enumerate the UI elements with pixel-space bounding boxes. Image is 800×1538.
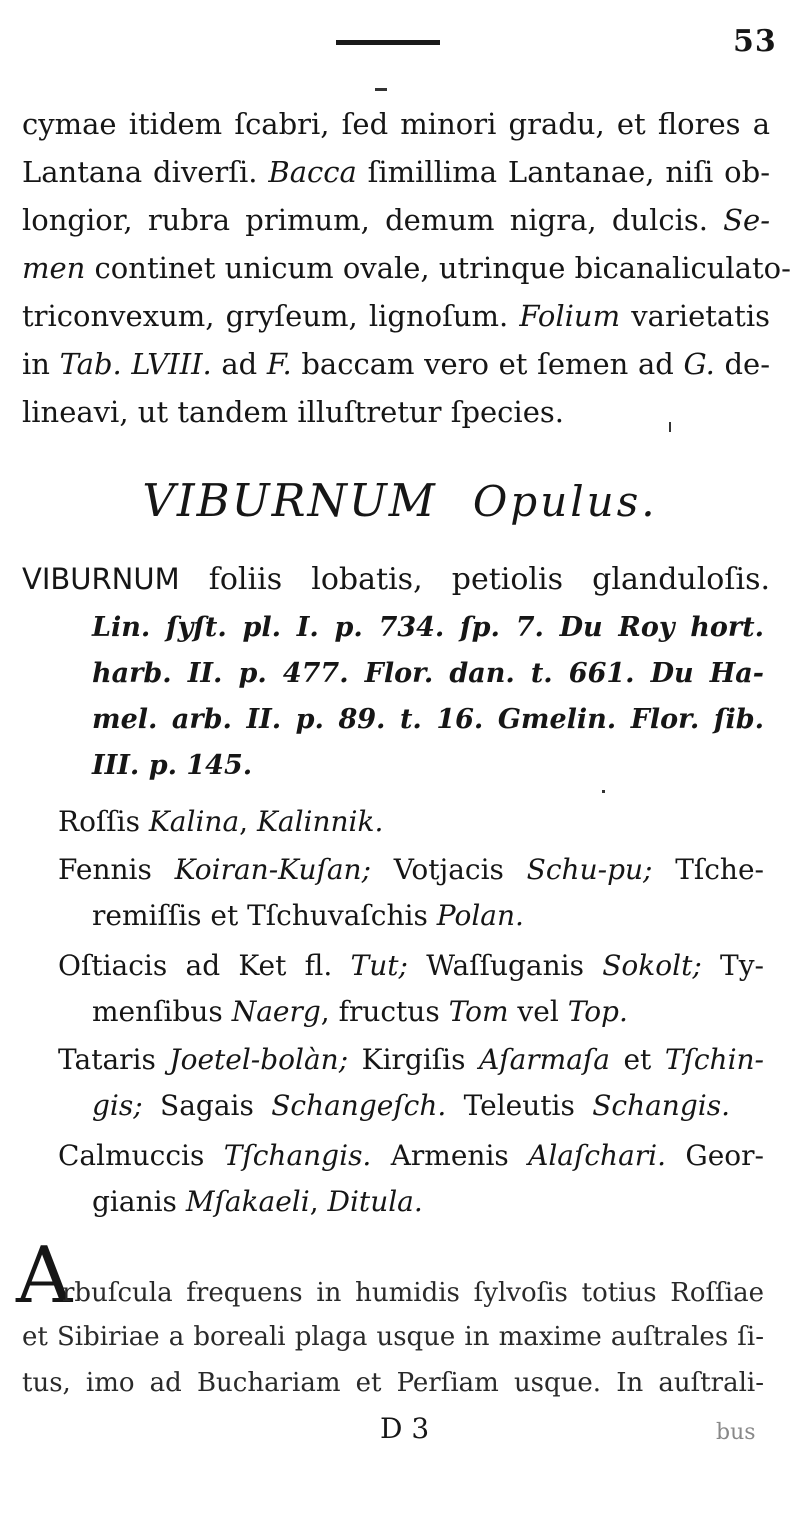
text-segment: ad	[211, 347, 267, 381]
closing-line: rbuſcula frequens in humidis ſylvoſis totius Roſſiae	[62, 1278, 764, 1308]
vernacular-line	[58, 847, 764, 893]
species-title	[0, 474, 800, 527]
intro-line	[22, 292, 770, 340]
text-segment: remiſſis et Tſchuvaſchis	[92, 899, 437, 932]
text-segment: Kalina	[148, 805, 240, 838]
text-segment: Kalinnik.	[256, 805, 384, 838]
text-segment: Votjacis	[371, 853, 527, 886]
text-segment: Geor-	[666, 1139, 765, 1172]
text-segment: Calmuccis	[58, 1139, 224, 1172]
text-segment: de-	[714, 347, 770, 381]
text-segment: Mſakaeli	[185, 1185, 310, 1218]
text-segment: Aſarmaſa	[479, 1043, 610, 1076]
vernacular-line	[92, 989, 764, 1035]
text-segment: Ty-	[701, 949, 764, 982]
vernacular-line	[92, 1083, 730, 1129]
text-segment: Sokolt;	[602, 949, 702, 982]
text-segment: Kirgiſis	[348, 1043, 479, 1076]
text-segment: Armenis	[371, 1139, 529, 1172]
text-segment: Ditula.	[327, 1185, 423, 1218]
text-segment: Polan.	[436, 899, 524, 932]
reference-line: mel. arb. II. p. 89. t. 16. Gmelin. Flor. ſib.	[92, 704, 764, 735]
genus-name: VIBURNUM	[142, 474, 437, 527]
vernacular-line	[92, 1179, 764, 1225]
text-segment: F.	[266, 347, 292, 381]
text-segment: Tataris	[58, 1043, 170, 1076]
text-segment: lineavi, ut tandem illuſtretur ſpecies.	[22, 395, 564, 429]
reference-line: harb. II. p. 477. Flor. dan. t. 661. Du Ha-	[92, 658, 764, 689]
text-segment: Schu-pu;	[526, 853, 653, 886]
text-segment: Tom	[448, 995, 509, 1028]
text-segment: Folium	[519, 299, 621, 333]
text-segment: Tab. LVIII.	[59, 347, 212, 381]
intro-line	[22, 388, 770, 436]
text-segment: Waſſuganis	[407, 949, 603, 982]
text-segment: cymae itidem ſcabri, ſed minori gradu, et flores a	[22, 107, 770, 141]
text-segment: continet unicum ovale, utrinque bicanaliculato-	[85, 251, 791, 285]
text-segment: Fennis	[58, 853, 175, 886]
text-segment: ſimillima Lantanae, niſi ob-	[356, 155, 770, 189]
text-segment: Tſche-	[652, 853, 764, 886]
text-segment: longior, rubra primum, demum nigra, dulcis.	[22, 203, 724, 237]
text-segment: vel	[508, 995, 568, 1028]
catchword: bus	[716, 1420, 756, 1445]
intro-line	[22, 196, 770, 244]
entry-heading	[22, 556, 770, 602]
drop-cap: A	[16, 1231, 73, 1321]
text-segment: men	[22, 251, 86, 285]
reference-line: Lin. ſyſt. pl. I. p. 734. ſp. 7. Du Roy hort.	[92, 612, 764, 643]
text-segment: ,	[239, 805, 257, 838]
page-number: 53	[733, 24, 777, 59]
text-segment: et	[609, 1043, 665, 1076]
intro-line	[22, 340, 770, 388]
closing-line: et Sibiriae a boreali plaga usque in maxime auſtrales ſi-	[22, 1322, 764, 1352]
text-segment: ,	[309, 1185, 328, 1218]
text-segment: , fructus	[320, 995, 449, 1028]
vernacular-line	[58, 1133, 764, 1179]
reference-line: III. p. 145.	[92, 750, 253, 781]
intro-line	[22, 148, 770, 196]
text-segment: Sagais	[142, 1089, 272, 1122]
vernacular-line	[58, 1037, 764, 1083]
closing-line: tus, imo ad Buchariam et Perſiam usque. In auſtrali-	[22, 1368, 764, 1398]
text-segment: Roſſis	[58, 805, 149, 838]
vernacular-line	[92, 893, 764, 939]
text-segment: gianis	[92, 1185, 186, 1218]
entry-description: foliis lobatis, petiolis glanduloſis.	[179, 562, 770, 597]
ink-speck	[375, 88, 387, 91]
text-segment: Schangis.	[592, 1089, 730, 1122]
text-segment: Schangeſch.	[271, 1089, 447, 1122]
text-segment: in	[22, 347, 60, 381]
vernacular-line	[58, 943, 764, 989]
text-segment: Tſchin-	[664, 1043, 765, 1076]
intro-line	[22, 244, 791, 292]
text-segment: baccam vero et ſemen ad	[291, 347, 684, 381]
text-segment: Naerg	[231, 995, 321, 1028]
text-segment: varietatis	[620, 299, 770, 333]
intro-line	[22, 100, 770, 148]
text-segment: G.	[683, 347, 715, 381]
text-segment: Joetel-bolàn;	[169, 1043, 349, 1076]
signature-mark: D 3	[380, 1412, 430, 1445]
text-segment: Tut;	[350, 949, 408, 982]
text-segment: menſibus	[92, 995, 232, 1028]
text-segment: Lantana diverſi.	[22, 155, 269, 189]
species-epithet: Opulus.	[472, 477, 658, 526]
text-segment: triconvexum, gryſeum, lignoſum.	[22, 299, 520, 333]
text-segment: Tſchangis.	[223, 1139, 372, 1172]
text-segment: Top.	[567, 995, 628, 1028]
vernacular-line	[58, 799, 764, 845]
text-segment: Koiran-Kuſan;	[174, 853, 372, 886]
header-rule	[336, 40, 440, 45]
text-segment: Teleutis	[446, 1089, 593, 1122]
text-segment: Alaſchari.	[528, 1139, 667, 1172]
text-segment: Oſtiacis ad Ket fl.	[58, 949, 351, 982]
text-segment: gis;	[92, 1089, 143, 1122]
text-segment: Se-	[723, 203, 770, 237]
text-segment: Bacca	[268, 155, 357, 189]
ink-speck	[602, 790, 605, 793]
entry-genus: VIBURNUM	[22, 562, 180, 596]
